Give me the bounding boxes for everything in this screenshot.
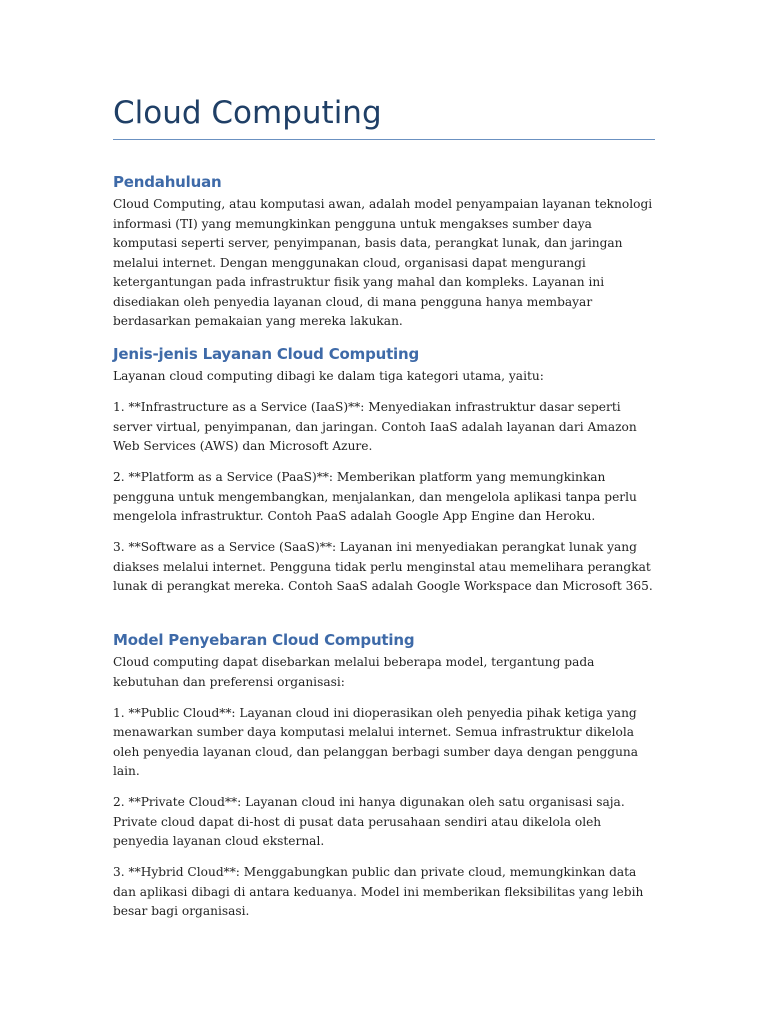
list-item: 1. **Public Cloud**: Layanan cloud ini dioperasikan oleh penyedia pihak ketiga yang menawarkan sumber daya komputasi melalui internet. Semua infrastruktur dikelola oleh penyedia layanan cloud, dan pelanggan berbagi sumber daya dengan pengguna lain. <box>113 705 639 778</box>
list-item: 2. **Platform as a Service (PaaS)**: Memberikan platform yang memungkinkan pengguna untuk mengembangkan, menjalankan, dan mengelola aplikasi tanpa perlu mengelola infrastruktur. Contoh PaaS adalah Google App Engine dan Heroku. <box>113 470 637 523</box>
section-heading: Jenis-jenis Layanan Cloud Computing <box>113 345 420 363</box>
section-heading: Pendahuluan <box>113 173 222 191</box>
paragraph: Cloud Computing, atau komputasi awan, adalah model penyampaian layanan teknologi informasi (TI) yang memungkinkan pengguna untuk mengakses sumber daya komputasi seperti server, penyimpanan, basis data, perangkat lunak, dan jaringan melalui internet. Dengan menggunakan cloud, organisasi dapat mengurangi ketergantungan pada infrastruktur fisik yang mahal dan kompleks. Layanan ini disediakan oleh penyedia layanan cloud, di mana pengguna hanya membayar berdasarkan pemakaian yang mereka lakukan. <box>113 197 653 328</box>
list-item: 3. **Hybrid Cloud**: Menggabungkan public dan private cloud, memungkinkan data dan aplikasi dibagi di antara keduanya. Model ini memberikan fleksibilitas yang lebih besar bagi organisasi. <box>113 865 644 918</box>
paragraph: Cloud computing dapat disebarkan melalui beberapa model, tergantung pada kebutuhan dan preferensi organisasi: <box>113 655 595 689</box>
section-heading: Model Penyebaran Cloud Computing <box>113 631 415 649</box>
list-item: 2. **Private Cloud**: Layanan cloud ini hanya digunakan oleh satu organisasi saja. Private cloud dapat di-host di pusat data perusahaan sendiri atau dikelola oleh penyedia layanan cloud eksternal. <box>113 795 625 848</box>
list-item: 3. **Software as a Service (SaaS)**: Layanan ini menyediakan perangkat lunak yang diakses melalui internet. Pengguna tidak perlu menginstal atau memelihara perangkat lunak di perangkat mereka. Contoh SaaS adalah Google Workspace dan Microsoft 365. <box>113 540 653 593</box>
paragraph: Layanan cloud computing dibagi ke dalam tiga kategori utama, yaitu: <box>113 369 544 383</box>
list-item: 1. **Infrastructure as a Service (IaaS)**: Menyediakan infrastruktur dasar seperti server virtual, penyimpanan, dan jaringan. Contoh IaaS adalah layanan dari Amazon Web Services (AWS) dan Microsoft Azure. <box>113 400 637 453</box>
title-divider <box>113 139 655 140</box>
section-model-penyebaran <box>113 629 655 922</box>
document-title: Cloud Computing <box>113 95 382 131</box>
section-pendahuluan <box>113 171 655 332</box>
section-jenis-layanan <box>113 343 655 597</box>
